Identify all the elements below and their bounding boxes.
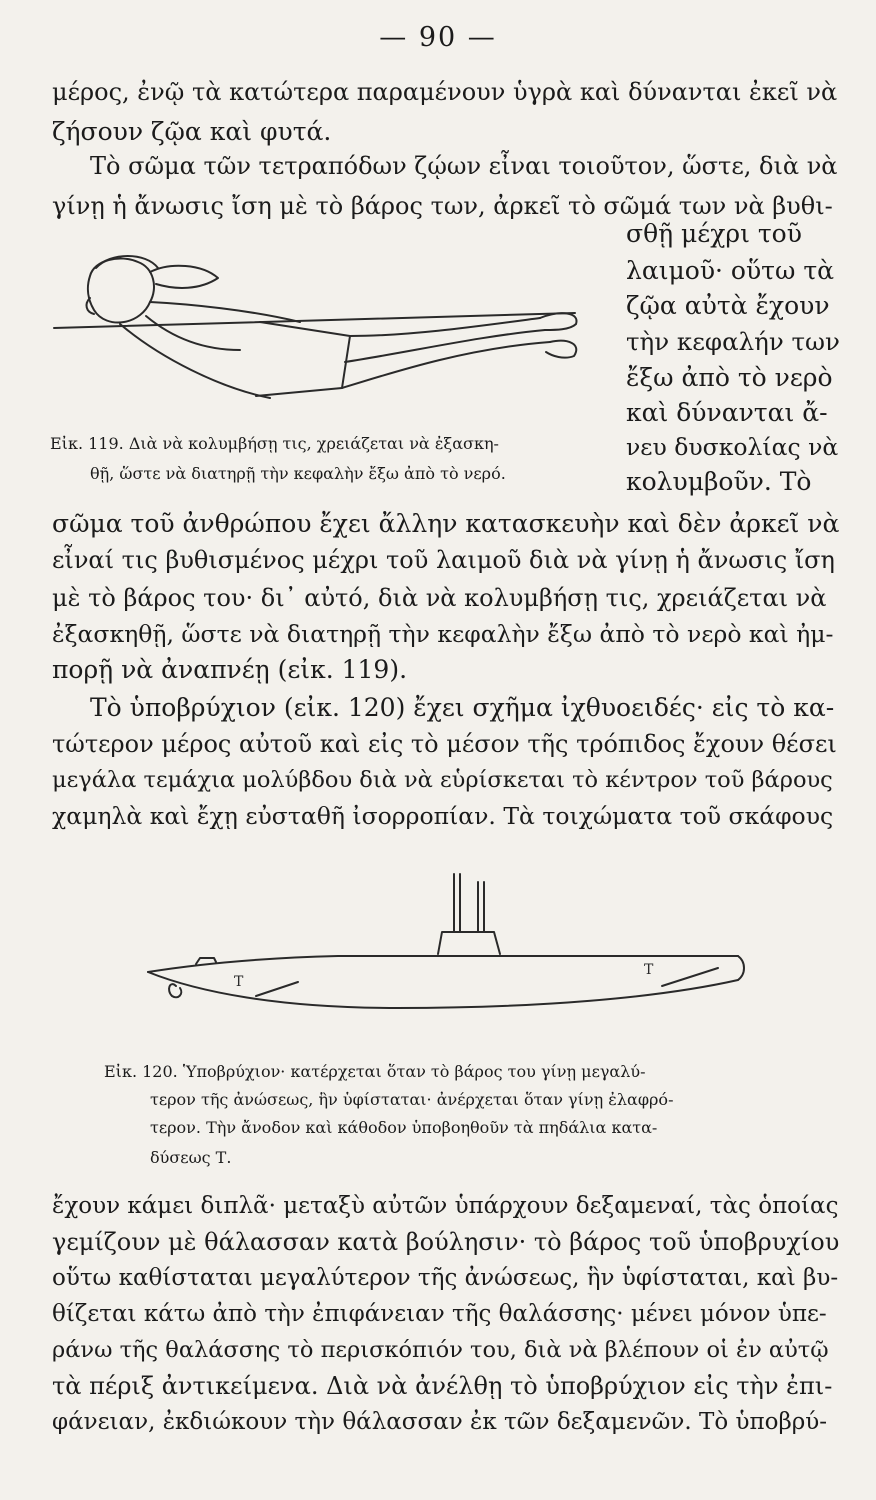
figure-119-swimmer (50, 238, 625, 428)
text-line: τὰ πέριξ ἀντικείμενα. Διὰ νὰ ἀνέλθῃ τὸ ὑποβρύχιον εἰς τὴν ἐπι- (52, 1372, 833, 1400)
figure-120-submarine (138, 868, 748, 1018)
figure-120-caption-line: Εἰκ. 120. Ὑποβρύχιον· κατέρχεται ὅταν τὸ βάρος του γίνῃ μεγαλύ- (104, 1062, 646, 1081)
page-number: — 90 — (379, 22, 497, 53)
text-line: ἔξω ἀπὸ τὸ νερὸ (626, 363, 833, 392)
text-line: πορῇ νὰ ἀναπνέῃ (εἰκ. 119). (52, 655, 408, 684)
text-line: νευ δυσκολίας νὰ (626, 433, 839, 461)
text-line: λαιμοῦ· οὕτω τὰ (626, 256, 835, 285)
text-line: τὴν κεφαλήν των (626, 327, 840, 356)
figure-119-caption-line: θῇ, ὥστε νὰ διατηρῇ τὴν κεφαλὴν ἔξω ἀπὸ τὸ νερό. (90, 464, 506, 483)
text-line: φάνειαν, ἐκδιώκουν τὴν θάλασσαν ἐκ τῶν δεξαμενῶν. Τὸ ὑποβρύ- (52, 1409, 828, 1435)
text-line: χαμηλὰ καὶ ἔχῃ εὐσταθῆ ἰσορροπίαν. Τὰ τοιχώματα τοῦ σκάφους (52, 802, 834, 830)
text-line: Τὸ ὑποβρύχιον (εἰκ. 120) ἔχει σχῆμα ἰχθυοειδές· εἰς τὸ κα- (90, 693, 835, 722)
text-line: Τὸ σῶμα τῶν τετραπόδων ζῴων εἶναι τοιοῦτον, ὥστε, διὰ νὰ (90, 152, 838, 180)
text-line: μεγάλα τεμάχια μολύβδου διὰ νὰ εὑρίσκεται τὸ κέντρον τοῦ βάρους (52, 767, 833, 793)
text-line: εἶναί τις βυθισμένος μέχρι τοῦ λαιμοῦ διὰ νὰ γίνῃ ἡ ἄνωσις ἴση (52, 546, 835, 574)
text-line: θίζεται κάτω ἀπὸ τὴν ἐπιφάνειαν τῆς θαλάσσης· μένει μόνον ὑπε- (52, 1301, 827, 1327)
figure-120-caption-line: τερον τῆς ἀνώσεως, ἣν ὑφίσταται· ἀνέρχεται ὅταν γίνῃ ἐλαφρό- (150, 1090, 674, 1109)
text-line: γεμίζουν μὲ θάλασσαν κατὰ βούλησιν· τὸ βάρος τοῦ ὑποβρυχίου (52, 1228, 840, 1256)
swimmer-drawing (50, 238, 625, 428)
text-line: σῶμα τοῦ ἀνθρώπου ἔχει ἄλλην κατασκευὴν καὶ δὲν ἀρκεῖ νὰ (52, 509, 840, 538)
text-line: ράνω τῆς θαλάσσης τὸ περισκόπιόν του, διὰ νὰ βλέπουν οἱ ἐν αὐτῷ (52, 1337, 829, 1363)
figure-120-caption-line: δύσεως Τ. (150, 1148, 232, 1167)
text-line: γίνῃ ἡ ἄνωσις ἴση μὲ τὸ βάρος των, ἀρκεῖ τὸ σῶμά των νὰ βυθι- (52, 192, 833, 220)
text-line: σθῇ μέχρι τοῦ (626, 219, 802, 248)
text-line: κολυμβοῦν. Τὸ (626, 467, 812, 496)
text-line: ζῷα αὐτὰ ἔχουν (626, 291, 830, 320)
text-line: τώτερον μέρος αὐτοῦ καὶ εἰς τὸ μέσον τῆς τρόπιδος ἔχουν θέσει (52, 730, 837, 758)
text-line: μὲ τὸ βάρος του· δι᾽ αὐτό, διὰ νὰ κολυμβήσῃ τις, χρειάζεται νὰ (52, 584, 827, 612)
text-line: ἔχουν κάμει διπλᾶ· μεταξὺ αὐτῶν ὑπάρχουν δεξαμεναί, τὰς ὁποίας (52, 1193, 839, 1219)
rudder-label-t: T (234, 974, 244, 990)
figure-119-caption-line: Εἰκ. 119. Διὰ νὰ κολυμβήσῃ τις, χρειάζεται νὰ ἐξασκη- (50, 434, 499, 453)
rudder-label-t: T (644, 962, 654, 978)
figure-120-caption-line: τερον. Τὴν ἄνοδον καὶ κάθοδον ὑποβοηθοῦν τὰ πηδάλια κατα- (150, 1118, 658, 1137)
text-line: καὶ δύνανται ἄ- (626, 398, 828, 427)
text-line: ἐξασκηθῇ, ὥστε νὰ διατηρῇ τὴν κεφαλὴν ἔξω ἀπὸ τὸ νερὸ καὶ ἠμ- (52, 620, 834, 648)
text-line: οὕτω καθίσταται μεγαλύτερον τῆς ἀνώσεως, ἣν ὑφίσταται, καὶ βυ- (52, 1265, 839, 1291)
text-line: ζήσουν ζῷα καὶ φυτά. (52, 117, 332, 146)
text-line: μέρος, ἐνῷ τὰ κατώτερα παραμένουν ὑγρὰ καὶ δύνανται ἐκεῖ νὰ (52, 78, 838, 106)
submarine-drawing (138, 868, 748, 1018)
